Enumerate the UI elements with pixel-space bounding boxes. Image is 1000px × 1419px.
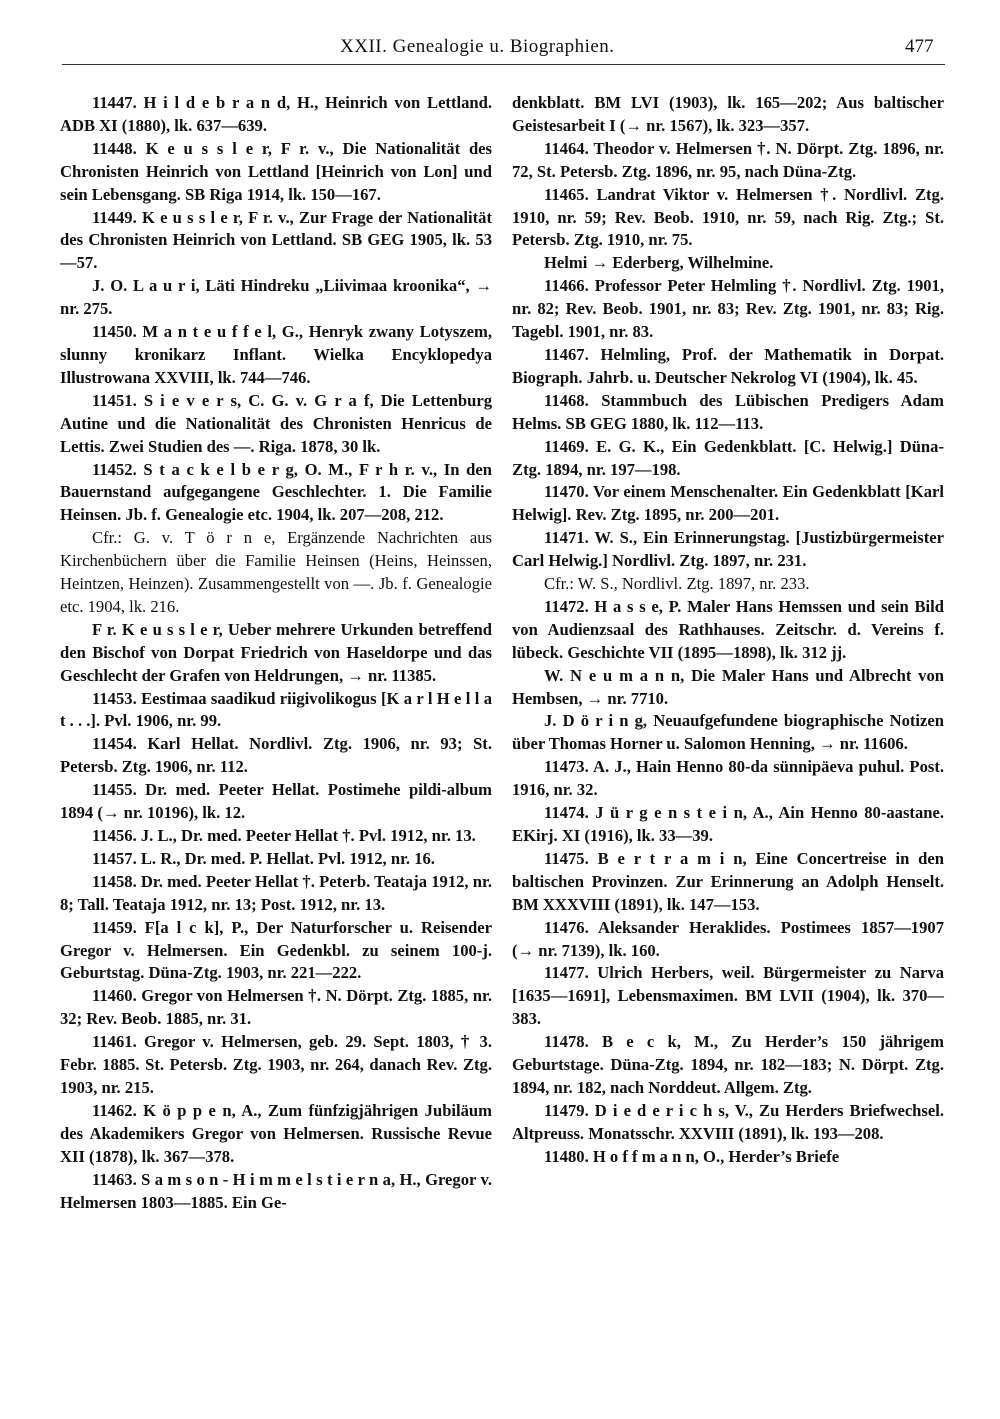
- bibliography-entry: Cfr.: G. v. T ö r n e, Ergänzende Nachrichten aus Kirchenbüchern über die Familie Heinsen (Heins, Heinssen, Heintzen, Heinzen). Zusammengestellt von —. Jb. f. Genealogie etc. 1904, lk. 216.: [60, 528, 492, 616]
- bibliography-entry: 11470. Vor einem Menschenalter. Ein Gedenkblatt [Karl Helwig]. Rev. Ztg. 1895, nr. 200—201.: [512, 482, 944, 525]
- bibliography-entry: 11458. Dr. med. Peeter Hellat †. Peterb. Teataja 1912, nr. 8; Tall. Teataja 1912, nr. 13; Post. 1912, nr. 13.: [60, 871, 492, 914]
- bibliography-entry: 11462. K ö p p e n, A., Zum fünfzigjährigen Jubiläum des Akademikers Gregor von Helmersen. Russische Revue XII (1878), lk. 367—378.: [60, 1100, 492, 1166]
- bibliography-entry: 11457. L. R., Dr. med. P. Hellat. Pvl. 1912, nr. 16.: [92, 848, 435, 868]
- bibliography-entry: W. N e u m a n n, Die Maler Hans und Albrecht von Hembsen, → nr. 7710.: [512, 665, 944, 708]
- bibliography-entry: 11468. Stammbuch des Lübischen Predigers Adam Helms. SB GEG 1880, lk. 112—113.: [512, 390, 944, 433]
- bibliography-entry: Helmi → Ederberg, Wilhelmine.: [544, 253, 774, 273]
- bibliography-entry: 11450. M a n t e u f f e l, G., Henryk zwany Lotyszem, slunny kronikarz Inflant. Wielka Encyklopedya Illustrowana XXVIII, lk. 744—746.: [60, 322, 492, 387]
- bibliography-entry: 11477. Ulrich Herbers, weil. Bürgermeister zu Narva [1635—1691], Lebensmaximen. BM LVII (1904), lk. 370—383.: [512, 963, 944, 1029]
- bibliography-entry: 11478. B e c k, M., Zu Herder’s 150 jährigem Geburtstage. Düna-Ztg. 1894, nr. 182—183; N. Dörpt. Ztg. 1894, nr. 182, nach Norddeut. Allgem. Ztg.: [512, 1032, 944, 1097]
- bibliography-entry: 11449. K e u s s l e r, F r. v., Zur Frage der Nationalität des Chronisten Heinrich von Lettland. SB GEG 1905, lk. 53—57.: [60, 207, 492, 273]
- bibliography-entry: 11474. J ü r g e n s t e i n, A., Ain Henno 80-aastane. EKirj. XI (1916), lk. 33—39.: [512, 803, 944, 845]
- bibliography-entry: 11456. J. L., Dr. med. Peeter Hellat †. Pvl. 1912, nr. 13.: [92, 826, 476, 845]
- bibliography-entry: J. D ö r i n g, Neuaufgefundene biographische Notizen über Thomas Horner u. Salomon Henning, → nr. 11606.: [512, 711, 944, 754]
- bibliography-entry: 11472. H a s s e, P. Maler Hans Hemssen und sein Bild von Audienzsaal des Rathhauses. Zeitschr. d. Vereins f. lübeck. Geschichte VII (1895—1898), lk. 312 jj.: [512, 596, 944, 662]
- bibliography-entry: 11447. H i l d e b r a n d, H., Heinrich von Lettland. ADB XI (1880), lk. 637—639.: [60, 93, 492, 135]
- bibliography-entry: Cfr.: W. S., Nordlivl. Ztg. 1897, nr. 233.: [544, 574, 810, 594]
- bibliography-entry: 11469. E. G. K., Ein Gedenkblatt. [C. Helwig.] Düna-Ztg. 1894, nr. 197—198.: [512, 436, 944, 479]
- section-title: XXII. Genealogie u. Biographien.: [340, 36, 615, 57]
- bibliography-entry: denkblatt. BM LVI (1903), lk. 165—202; Aus baltischer Geistesarbeit I (→ nr. 1567), lk. 323—357.: [512, 93, 944, 135]
- bibliography-entry: 11480. H o f f m a n n, O., Herder’s Briefe: [544, 1146, 840, 1166]
- bibliography-entry: 11455. Dr. med. Peeter Hellat. Postimehe pildi-album 1894 (→ nr. 10196), lk. 12.: [60, 780, 492, 823]
- bibliography-entry: 11448. K e u s s l e r, F r. v., Die Nationalität des Chronisten Heinrich von Lettland [Heinrich von Lon] und sein Lebensgang. SB Riga 1914, lk. 150—167.: [60, 138, 492, 204]
- bibliography-entry: 11451. S i e v e r s, C. G. v. G r a f, Die Lettenburg Autine und die Nationalität des Chronisten Henricus de Lettis. Zwei Studien des —. Riga. 1878, 30 lk.: [60, 390, 492, 456]
- bibliography-entry: 11464. Theodor v. Helmersen †. N. Dörpt. Ztg. 1896, nr. 72, St. Petersb. Ztg. 1896, nr. 95, nach Düna-Ztg.: [512, 138, 944, 181]
- bibliography-entry: 11479. D i e d e r i c h s, V., Zu Herders Briefwechsel. Altpreuss. Monatsschr. XXVIII (1891), lk. 193—208.: [512, 1100, 944, 1143]
- bibliography-entry: 11453. Eestimaa saadikud riigivolikogus [K a r l H e l l a t . . .]. Pvl. 1906, nr. 99.: [60, 688, 492, 731]
- bibliography-entry: 11476. Aleksander Heraklides. Postimees 1857—1907 (→ nr. 7139), lk. 160.: [512, 917, 944, 960]
- bibliography-entry: 11454. Karl Hellat. Nordlivl. Ztg. 1906, nr. 93; St. Petersb. Ztg. 1906, nr. 112.: [60, 734, 492, 777]
- bibliography-entry: 11463. S a m s o n - H i m m e l s t i e r n a, H., Gregor v. Helmersen 1803—1885. Ein Ge-: [60, 1169, 492, 1212]
- bibliography-entry: 11459. F[a l c k], P., Der Naturforscher u. Reisender Gregor v. Helmersen. Ein Gedenkbl. zu seinem 100-j. Geburtstag. Düna-Ztg. 1903, nr. 221—222.: [60, 917, 492, 983]
- running-header: [0, 30, 1000, 60]
- bibliography-entry: F r. K e u s s l e r, Ueber mehrere Urkunden betreffend den Bischof von Dorpat Friedrich von Haseldorpe und das Geschlecht der Grafen von Heldrungen, → nr. 11385.: [60, 619, 492, 685]
- header-rule: [62, 64, 945, 65]
- bibliography-entry: 11452. S t a c k e l b e r g, O. M., F r h r. v., In den Bauernstand aufgegangene Geschlechter. 1. Die Familie Heinsen. Jb. f. Genealogie etc. 1904, lk. 207—208, 212.: [60, 459, 492, 525]
- right-column: [512, 92, 944, 1169]
- bibliography-entry: 11465. Landrat Viktor v. Helmersen †. Nordlivl. Ztg. 1910, nr. 59; Rev. Beob. 1910, nr. 59, nach Rig. Ztg.; St. Petersb. Ztg. 1910, nr. 75.: [512, 184, 944, 250]
- bibliography-entry: 11475. B e r t r a m i n, Eine Concertreise in den baltischen Provinzen. Zur Erinnerung an Adolph Henselt. BM XXXVIII (1891), lk. 147—153.: [512, 848, 944, 914]
- bibliography-entry: 11471. W. S., Ein Erinnerungstag. [Justizbürgermeister Carl Helwig.] Nordlivl. Ztg. 1897, nr. 231.: [512, 528, 944, 571]
- bibliography-entry: 11467. Helmling, Prof. der Mathematik in Dorpat. Biograph. Jahrb. u. Deutscher Nekrolog VI (1904), lk. 45.: [512, 344, 944, 387]
- bibliography-entry: J. O. L a u r i, Läti Hindreku „Liivimaa kroonika“, → nr. 275.: [60, 276, 492, 319]
- page-number: 477: [905, 36, 934, 57]
- bibliography-entry: 11466. Professor Peter Helmling †. Nordlivl. Ztg. 1901, nr. 82; Rev. Beob. 1901, nr. 83; Rev. Ztg. 1901, nr. 83; Rig. Tagebl. 1901, nr. 83.: [512, 276, 944, 342]
- bibliography-entry: 11473. A. J., Hain Henno 80-da sünnipäeva puhul. Post. 1916, nr. 32.: [512, 757, 944, 800]
- bibliography-entry: 11461. Gregor v. Helmersen, geb. 29. Sept. 1803, † 3. Febr. 1885. St. Petersb. Ztg. 1903, nr. 264, danach Rev. Ztg. 1903, nr. 215.: [60, 1032, 492, 1097]
- bibliography-entry: 11460. Gregor von Helmersen †. N. Dörpt. Ztg. 1885, nr. 32; Rev. Beob. 1885, nr. 31.: [60, 986, 492, 1029]
- left-column: [60, 92, 492, 1214]
